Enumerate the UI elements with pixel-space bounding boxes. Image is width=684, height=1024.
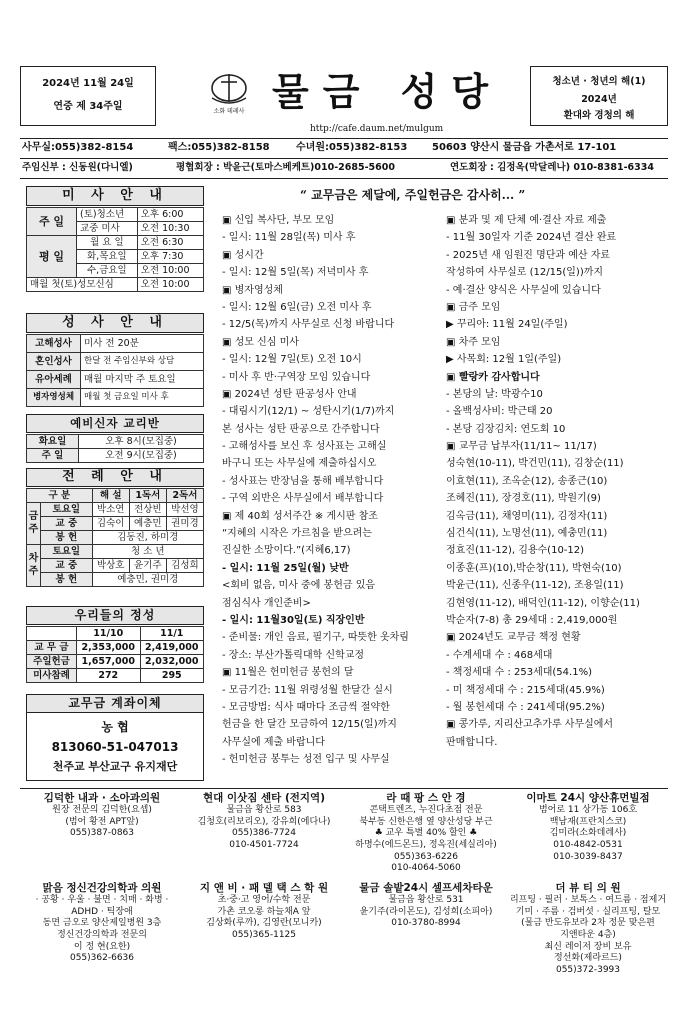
- notice-line: ▣ 성모 신심 미사: [222, 334, 444, 351]
- notice-line: 바구니 또는 사무실에 제출하십시오: [222, 458, 377, 470]
- contact-office: 사무실:055)382-8154: [22, 142, 134, 153]
- sacrament-table: [26, 334, 204, 407]
- mass-name: 월 요 일: [77, 236, 138, 250]
- advertisement-line: 정선화(제라르드): [554, 953, 622, 964]
- mass-name: 화,목요일: [77, 250, 138, 264]
- staff-district: 연도회장 : 김정옥(막달레나) 010-8381-6334: [450, 162, 654, 173]
- sincere-date: 11/10: [77, 627, 141, 641]
- notice-line: ▣ 병자영성체: [222, 282, 444, 299]
- notice-line: 박윤근(11), 신종우(11-12), 조용일(11): [446, 580, 624, 592]
- catechism-table: [26, 434, 204, 463]
- sacrament-key: 유아세례: [27, 371, 81, 389]
- liturgy-role: 봉 헌: [41, 531, 93, 545]
- notice-line: - 11월 30일자 기준 2024년 결산 완료: [446, 232, 617, 244]
- notice-column-right: [446, 212, 672, 751]
- advertisement-line: 북부동 신한은행 옆 양산성당 부근: [359, 816, 493, 827]
- contact-rule-mid: [20, 158, 668, 159]
- liturgy-head: 구 분: [27, 489, 93, 503]
- advertisement-line: 김미라(소화데레사): [549, 828, 627, 839]
- sacrament-key: 혼인성사: [27, 353, 81, 371]
- sincere-value: 295: [140, 669, 204, 683]
- cafe-url[interactable]: http://cafe.daum.net/mulgum: [310, 124, 444, 134]
- liturgy-role: 토요일: [41, 503, 93, 517]
- advertisement: [184, 882, 344, 982]
- notice-line: - 일시: 12월 5일(목) 저녁미사 후: [222, 267, 369, 279]
- advertisement: [22, 792, 182, 876]
- advertisement-line: 콘택트렌즈, 누진다초점 전문: [369, 805, 483, 816]
- advertisement-line: 010-3039-8437: [553, 851, 623, 862]
- advertisement-line: 이 정 현(요한): [73, 941, 131, 952]
- sacrament-value: 매월 마지막 주 토요일: [81, 371, 204, 389]
- notice-line: - 일시: 11월30일(토) 직장인반: [222, 614, 365, 626]
- liturgy-cell: 박상호: [92, 559, 129, 573]
- notice-line: - 고해성사를 보신 후 성사표는 고해실: [222, 441, 387, 453]
- catechism-value: 오후 8시(모집중): [79, 435, 204, 449]
- account-holder: 천주교 부산교구 유지재단: [52, 760, 178, 773]
- contact-rule-top: [20, 138, 668, 139]
- advertisement-line: 010-3780-8994: [391, 918, 461, 929]
- notice-line: “지혜의 시작은 가르침을 받으려는: [222, 528, 372, 540]
- liturgy-cell: 윤기주: [129, 559, 166, 573]
- notice-line: ▣ 신입 복사단, 부모 모임: [222, 212, 444, 229]
- advertisement-line: 리프팅 · 필러 · 보톡스 · 여드름 · 점제거: [509, 895, 667, 906]
- notice-line: ▣ 빨랑카 감사합니다: [446, 369, 672, 386]
- notice-line: - 성사표는 반장님을 통해 배부합니다: [222, 475, 384, 487]
- advertisement-line: 백남재(프란치스코): [549, 816, 627, 827]
- notice-line: ▣ 제 40회 성서주간 ※ 게시판 참조: [222, 508, 444, 525]
- advertisement-line: 물금읍 황산로 583: [226, 805, 302, 816]
- advertisement-line: 가촌 코오롱 하늘채A 앞: [217, 906, 311, 917]
- sacrament-value: 한달 전 주임신부와 상담: [81, 353, 204, 371]
- sincere-value: 272: [77, 669, 141, 683]
- notice-line: ▣ 2024년도 교무금 책정 현황: [446, 629, 672, 646]
- notice-line: - 미사 후 반·구역장 모임 있습니다: [222, 371, 371, 383]
- notice-line: - 헌미헌금 봉투는 성전 입구 및 사무실: [222, 754, 390, 766]
- notice-line: 본 성사는 성탄 판공으로 간주합니다: [222, 423, 380, 435]
- notice-line: - 월 봉헌세대 수 : 241세대(95.2%): [446, 701, 605, 713]
- sincere-title: 우리들의 정성: [26, 606, 204, 625]
- sincere-value: 2,419,000: [140, 641, 204, 655]
- notice-column-middle: [222, 212, 444, 769]
- notice-line: - 책정세대 수 : 253세대(54.1%): [446, 667, 592, 679]
- advertisement-line: 010-4842-0531: [553, 839, 623, 850]
- notice-line: 진실한 소망이다.”(지혜6,17): [222, 545, 351, 557]
- liturgy-role: 교 중: [41, 559, 93, 573]
- notice-line: - 일시: 11월 25일(월) 낮반: [222, 562, 349, 574]
- advertisement-line: 김상화(루까), 김영란(모니카): [206, 918, 322, 929]
- page-title: 물금 성당: [272, 70, 503, 114]
- theme-line-2: 2024년: [581, 94, 617, 105]
- liturgy-cell: 김동진, 하미경: [92, 531, 203, 545]
- liturgy-cell: 예충민: [129, 517, 166, 531]
- mass-time: 오후 6:00: [137, 208, 203, 222]
- notice-line: ▣ 금주 모임: [446, 299, 672, 316]
- notice-line: 사무실에 제출 바랍니다: [222, 736, 325, 748]
- account-bank: 농 협: [101, 720, 129, 734]
- notice-line: - 본당 김장김치: 연도회 10: [446, 423, 566, 435]
- mass-name: (토)청소년: [77, 208, 138, 222]
- liturgy-cell: 박선영: [166, 503, 203, 517]
- catechism-value: 오전 9시(모집중): [79, 449, 204, 463]
- notice-line: 조혜진(11), 장경호(11), 박원기(9): [446, 493, 601, 505]
- contact-nuns: 수녀원:055)382-8153: [296, 142, 408, 153]
- advertisement-line: 범어로 11 상가동 106호: [538, 805, 638, 816]
- advertisement: [346, 882, 506, 982]
- mass-group-weekday: 평 일: [27, 236, 77, 278]
- notice-line: 심건식(11), 노명선(11), 예충민(11): [446, 528, 608, 540]
- sincere-date: 11/1: [140, 627, 204, 641]
- notice-line: - 일시: 11월 28일(목) 미사 후: [222, 232, 356, 244]
- advertisement-line: 055)362-6636: [69, 953, 135, 964]
- liturgy-current-mark: 금 주: [27, 503, 41, 545]
- notice-line: ▣ 분과 및 제 단체 예·결산 자료 제출: [446, 212, 672, 229]
- advertisement-line: 055)386-7724: [231, 828, 297, 839]
- advertisement-line: (물금 반도유보라 2차 정문 맞은편: [521, 918, 655, 929]
- notice-line: - 준비물: 개인 음료, 필기구, 따뜻한 옷차림: [222, 632, 409, 644]
- advertisement-line: 원장 전문의 김덕한(요셉): [52, 805, 152, 816]
- notice-line: <회비 없음, 미사 중에 봉헌금 있음: [222, 580, 376, 592]
- liturgy-cell: 청 소 년: [92, 545, 203, 559]
- advertisement-title: 이마트 24시 양산휴먼빌점: [526, 792, 650, 804]
- advertisement-title: 맑음 정신건강의학과 의원: [42, 882, 162, 894]
- notice-line: ▣ 콩가루, 지리산고추가루 사무실에서: [446, 716, 672, 733]
- contact-address: 50603 양산시 물금읍 가촌서로 17-101: [432, 142, 617, 153]
- notice-line: 판매합니다.: [446, 736, 498, 748]
- advertisement-line: 지앤타운 4층): [560, 929, 616, 940]
- sincere-key: 교 무 금: [27, 641, 77, 655]
- header-date: 2024년 11월 24일: [42, 78, 134, 89]
- notice-line: 성숙현(10-11), 박건민(11), 김창순(11): [446, 458, 624, 470]
- notice-line: - 올백성사비: 박근태 20: [446, 406, 553, 418]
- parish-logo: [200, 72, 258, 122]
- sincere-key: 미사참례: [27, 669, 77, 683]
- advertisement-line: 055)387-0863: [69, 828, 135, 839]
- liturgy-cell: 김숙이: [92, 517, 129, 531]
- liturgy-head: 해 설: [92, 489, 129, 503]
- catechism-key: 주 일: [27, 449, 79, 463]
- advertisement: [184, 792, 344, 876]
- advertisement: [346, 792, 506, 876]
- sacrament-key: 병자영성체: [27, 389, 81, 407]
- sincere-value: 1,657,000: [77, 655, 141, 669]
- advertisement-line: 김청호(리보리오), 강유희(에다나): [197, 816, 331, 827]
- notice-line: 점심식사 개인준비>: [222, 597, 311, 609]
- theme-line-3: 환대와 경청의 해: [563, 110, 635, 121]
- catechism-title: 예비신자 교리반: [26, 414, 204, 433]
- advertisement-line: 010-4501-7724: [229, 839, 299, 850]
- staff-council: 평협회장 : 박윤근(토마스베케트)010-2685-5600: [176, 162, 395, 173]
- notice-line: - 12/5(목)까지 사무실로 신청 바랍니다: [222, 319, 395, 331]
- notice-line: - 미 책정세대 수 : 215세대(45.9%): [446, 684, 605, 696]
- notice-line: - 본당의 날: 박광수10: [446, 388, 543, 400]
- mass-time: 오후 7:30: [137, 250, 203, 264]
- notice-line: ▶ 사목회: 12월 1일(주일): [446, 354, 562, 366]
- liturgy-cell: 권미경: [166, 517, 203, 531]
- notice-headline: “ 교무금은 제달에, 주일헌금은 감사히... ”: [300, 188, 526, 202]
- advertisement-title: 더 뷰 티 의 원: [555, 882, 621, 894]
- advertisement-line: 정신건강의학과 전문의: [57, 929, 147, 940]
- advertisement-title: 지 앤 비 · 패 델 택 스 학 원: [199, 882, 329, 894]
- liturgy-head: 1독서: [129, 489, 166, 503]
- notice-line: - 수계세대 수 : 468세대: [446, 649, 553, 661]
- liturgy-role: 봉 헌: [41, 573, 93, 587]
- advertisement-line: 기미 · 주름 · 검버섯 · 실리프팅, 탈모: [515, 906, 661, 917]
- theme-line-1: 청소년 · 청년의 해(1): [552, 76, 646, 87]
- account-title: 교무금 계좌이체: [26, 694, 204, 713]
- advertisement-title: 김덕한 내과 · 소아과의원: [43, 792, 161, 804]
- liturgy-head: 2독서: [166, 489, 203, 503]
- ads-rule: [20, 788, 668, 789]
- liturgy-next-mark: 차 주: [27, 545, 41, 587]
- notice-line: - 대림시기(12/1) ~ 성탄시기(1/7)까지: [222, 406, 395, 418]
- notice-line: 김현영(11-12), 배덕인(11-12), 이향순(11): [446, 597, 640, 609]
- notice-line: 박순자(7-8) 총 29세대 : 2,419,000원: [446, 614, 618, 626]
- notice-line: ▣ 2024년 성탄 판공성사 안내: [222, 386, 444, 403]
- header-date-box: [20, 66, 156, 126]
- liturgy-cell: 전상빈: [129, 503, 166, 517]
- advertisement-line: 동면 금오로 양산제일병원 3층: [42, 918, 162, 929]
- advertisement-title: 물금 솔밭24시 셀프세차타운: [359, 882, 493, 894]
- sincere-table: [26, 626, 204, 683]
- notice-line: ▶ 꾸리아: 11월 24일(주일): [446, 319, 568, 331]
- advertisement-title: 라 때 팡 스 안 경: [386, 792, 466, 804]
- notice-line: 정효진(11-12), 김용수(10-12): [446, 545, 585, 557]
- notice-line: - 일시: 12월 6일(금) 오전 미사 후: [222, 301, 372, 313]
- advertisement-title: 현대 이삿짐 센타 (전지역): [203, 792, 325, 804]
- advertisement-line: · 공황 · 우울 · 불면 · 치매 · 화병 · ADHD · 틱장애: [35, 895, 169, 917]
- notice-line: - 모금방법: 식사 때마다 조금씩 절약한: [222, 701, 390, 713]
- notice-line: ▣ 차주 모임: [446, 334, 672, 351]
- notice-line: 이효현(11), 조옥순(12), 송종근(10): [446, 475, 608, 487]
- mass-table: [26, 207, 204, 292]
- notice-line: - 장소: 부산가톨릭대학 신학교정: [222, 649, 365, 661]
- sacrament-value: 미사 전 20분: [81, 335, 204, 353]
- mass-monthly-time: 오전 10:00: [137, 278, 203, 292]
- mass-time: 오전 10:30: [137, 222, 203, 236]
- catechism-key: 화요일: [27, 435, 79, 449]
- advertisement: [508, 792, 668, 876]
- notice-line: - 일시: 12월 7일(토) 오전 10시: [222, 354, 362, 366]
- advertisement-line: 055)363-6226: [393, 851, 459, 862]
- notice-line: 이종훈(프)(10),박순창(11), 박현숙(10): [446, 562, 622, 574]
- mass-name: 수,금요일: [77, 264, 138, 278]
- mass-group-sunday: 주 일: [27, 208, 77, 236]
- advertisement: [22, 882, 182, 982]
- advertisement-line: ♣ 교우 특별 40% 할인 ♣: [374, 828, 478, 839]
- liturgy-table: [26, 488, 204, 587]
- advertisement-line: 055)372-3993: [555, 964, 621, 975]
- notice-line: - 2025년 새 임원진 명단과 예산 자료: [446, 249, 611, 261]
- advertisement-line: 하명수(에드몬드), 정옥진(세실리아): [355, 839, 497, 850]
- liturgy-role: 토요일: [41, 545, 93, 559]
- liturgy-cell: 예충민, 권미경: [92, 573, 203, 587]
- sacrament-title: 성 사 안 내: [26, 313, 204, 333]
- mass-time: 오전 10:00: [137, 264, 203, 278]
- advertisement-line: 윤기주(라이몬도), 김성희(소피아): [359, 906, 493, 917]
- mass-time: 오전 6:30: [137, 236, 203, 250]
- sacrament-value: 매월 첫 금요일 미사 후: [81, 389, 204, 407]
- mass-monthly-name: 매월 첫(토)성모신심: [27, 278, 138, 292]
- staff-priest: 주임신부 : 신동원(다니엘): [22, 162, 133, 173]
- notice-line: - 예·결산 양식은 사무실에 있습니다: [446, 284, 601, 296]
- sacrament-key: 고해성사: [27, 335, 81, 353]
- advertisement-line: 초·중·고 영어/수학 전문: [217, 895, 311, 906]
- notice-line: 헌금을 한 달간 모금하여 12/15(일)까지: [222, 719, 397, 731]
- notice-line: ▣ 성시간: [222, 247, 444, 264]
- logo-caption: 소화 데레사: [213, 108, 245, 115]
- contact-rule-bottom: [20, 178, 668, 179]
- mass-title: 미 사 안 내: [26, 186, 204, 206]
- notice-line: 작성하여 사무실로 (12/15(일))까지: [446, 267, 604, 279]
- advertisement: [508, 882, 668, 982]
- mass-name: 교중 미사: [77, 222, 138, 236]
- liturgy-cell: 김성희: [166, 559, 203, 573]
- sincere-key: 주일헌금: [27, 655, 77, 669]
- advertisement-line: 010-4064-5060: [391, 863, 461, 874]
- header-week: 연중 제 34주일: [53, 101, 123, 112]
- contact-fax: 팩스:055)382-8158: [168, 142, 270, 153]
- liturgy-role: 교 중: [41, 517, 93, 531]
- notice-line: ▣ 교무금 납부자(11/11~ 11/17): [446, 438, 672, 455]
- liturgy-cell: 박소연: [92, 503, 129, 517]
- notice-line: - 모금기간: 11월 위령성월 한달간 실시: [222, 684, 393, 696]
- advertisement-line: (범어 황전 APT앞): [65, 816, 139, 827]
- sincere-value: 2,032,000: [140, 655, 204, 669]
- notice-line: - 구역 외반은 사무실에서 배부합니다: [222, 493, 384, 505]
- notice-line: ▣ 11월은 헌미헌금 봉헌의 달: [222, 664, 444, 681]
- liturgy-title: 전 례 안 내: [26, 468, 204, 487]
- sincere-value: 2,353,000: [77, 641, 141, 655]
- advertisement-line: 물금읍 황산로 531: [388, 895, 464, 906]
- account-number[interactable]: 813060-51-047013: [51, 740, 179, 754]
- notice-line: 김옥금(11), 채영미(11), 김정자(11): [446, 510, 608, 522]
- advertisement-line: 055)365-1125: [231, 929, 297, 940]
- advertisement-line: 최신 레이저 장비 보유: [544, 941, 632, 952]
